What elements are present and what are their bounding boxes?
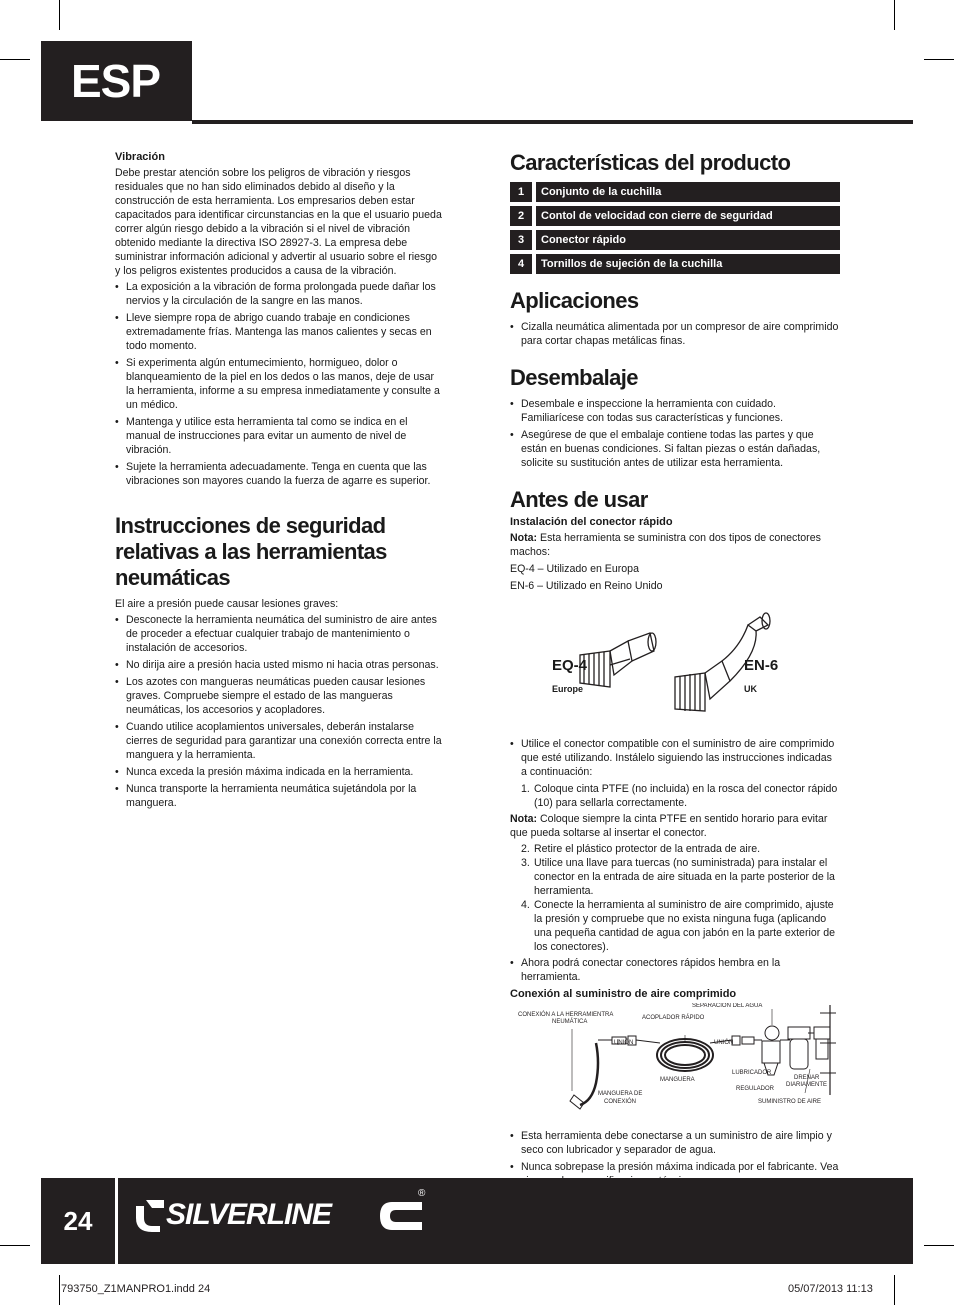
applications-heading: Aplicaciones bbox=[510, 288, 639, 313]
crop-mark bbox=[59, 1275, 60, 1305]
applications-bullets bbox=[510, 320, 840, 348]
crop-mark bbox=[59, 0, 60, 30]
left-column bbox=[115, 150, 445, 813]
diagram-label: SUMINISTRO DE AIRE bbox=[758, 1099, 822, 1105]
step-text: Utilice una llave para tuercas (no suministrada) para instalar el conector en la entrada de aire situada en la parte posterior de la herramienta. bbox=[534, 857, 835, 897]
vibration-title: Vibración bbox=[115, 151, 165, 163]
file-slug: 793750_Z1MANPRO1.indd 24 bbox=[61, 1283, 211, 1295]
feature-number: 3 bbox=[510, 228, 534, 252]
step-list-1 bbox=[510, 782, 840, 810]
safety-heading bbox=[115, 513, 445, 591]
list-item: • Si experimenta algún entumecimiento, hormigueo, dolor o blanqueamiento de la piel en los dedos o las manos, deje de usar la herramienta, informe a su empresa inmediatamente y consulte a un médico. bbox=[115, 356, 445, 412]
step-number: 2. bbox=[521, 843, 530, 855]
crop-mark bbox=[924, 1245, 954, 1246]
list-item bbox=[510, 842, 840, 856]
feature-label: Contol de velocidad con cierre de seguridad bbox=[534, 204, 840, 228]
features-heading: Características del producto bbox=[510, 150, 791, 175]
list-item bbox=[510, 856, 840, 898]
unpacking-bullets bbox=[510, 397, 840, 470]
crop-mark bbox=[924, 59, 954, 60]
step-number: 1. bbox=[521, 783, 530, 795]
date-slug: 05/07/2013 11:13 bbox=[788, 1283, 873, 1295]
crop-mark bbox=[894, 1275, 895, 1305]
step-text: Retire el plástico protector de la entrada de aire. bbox=[534, 843, 761, 855]
unpacking-heading: Desembalaje bbox=[510, 365, 638, 390]
note-text: Esta herramienta se suministra con dos tipos de conectores machos: bbox=[510, 532, 821, 558]
list-item: • Esta herramienta debe conectarse a un suministro de aire limpio y seco con lubricador y separador de agua. bbox=[510, 1129, 840, 1157]
note-label: Nota: bbox=[510, 532, 538, 544]
feature-number: 1 bbox=[510, 182, 534, 204]
list-item: • Nunca transporte la herramienta neumática sujetándola por la manguera. bbox=[115, 782, 445, 810]
connectors-figure bbox=[510, 595, 840, 737]
diagram-label: MANGUERA DE bbox=[598, 1091, 643, 1097]
eq4-sublabel: Europe bbox=[552, 684, 584, 694]
feature-label: Tornillos de sujeción de la cuchilla bbox=[534, 252, 840, 276]
footer-separator bbox=[115, 1178, 118, 1264]
diagram-label: DIARIAMENTE bbox=[786, 1082, 828, 1088]
table-row bbox=[510, 228, 840, 252]
list-item: • Utilice el conector compatible con el suministro de aire comprimido que esté utilizando. Instálelo siguiendo las instrucciones indicadas a continuación: bbox=[510, 737, 840, 779]
page-number: 24 bbox=[63, 1205, 93, 1236]
before-use-heading: Antes de usar bbox=[510, 487, 648, 512]
feature-number: 2 bbox=[510, 204, 534, 228]
list-item: • Cizalla neumática alimentada por un compresor de aire comprimido para cortar chapas metálicas finas. bbox=[510, 320, 840, 348]
list-item: • Sujete la herramienta adecuadamente. Tenga en cuenta que las vibraciones son mayores cuando la fuerza de agarre es superior. bbox=[115, 460, 445, 488]
crop-mark bbox=[0, 59, 30, 60]
diagram-label: UNIÓN bbox=[714, 1040, 734, 1046]
diagram-label: ACOPLADOR RÁPIDO bbox=[642, 1015, 705, 1021]
list-item: • Nunca exceda la presión máxima indicada en la herramienta. bbox=[115, 765, 445, 779]
diagram-label: NEUMÁTICA bbox=[552, 1019, 588, 1025]
registered-mark: ® bbox=[418, 1188, 426, 1199]
en6-line: EN-6 – Utilizado en Reino Unido bbox=[510, 580, 663, 592]
use-bullets bbox=[510, 737, 840, 779]
safety-heading-line: neumáticas bbox=[115, 565, 231, 590]
air-supply-diagram bbox=[510, 1003, 840, 1121]
note-label: Nota: bbox=[510, 813, 538, 825]
supply-title: Conexión al suministro de aire comprimido bbox=[510, 988, 737, 1000]
feature-label: Conjunto de la cuchilla bbox=[534, 182, 840, 204]
list-item bbox=[510, 898, 840, 954]
en6-label: EN-6 bbox=[744, 657, 779, 674]
note-text: Coloque siempre la cinta PTFE en sentido horario para evitar que pueda soltarse al insertar el conector. bbox=[510, 813, 828, 839]
step-text: Conecte la herramienta al suministro de aire comprimido, ajuste la presión y compruebe que no exista ninguna fuga (aplicando una pequeña cantidad de agua con jabón en la parte exterior de los conectores). bbox=[534, 899, 835, 953]
diagram-label: UNIÓN bbox=[614, 1040, 634, 1046]
header-rule bbox=[192, 120, 913, 124]
table-row bbox=[510, 204, 840, 228]
quick-connector-title: Instalación del conector rápido bbox=[510, 516, 673, 528]
list-item: • Asegúrese de que el embalaje contiene todas las partes y que están en buenas condiciones. Si faltan piezas o están dañadas, solicite su sustitución antes de utilizar esta herramienta. bbox=[510, 428, 840, 470]
step-number: 3. bbox=[521, 857, 530, 869]
vibration-bullets bbox=[115, 280, 445, 488]
eq4-connector-icon bbox=[580, 633, 656, 687]
feature-label: Conector rápido bbox=[534, 228, 840, 252]
diagram-label: DRENAR bbox=[794, 1075, 820, 1081]
language-tab: ESP bbox=[41, 41, 192, 121]
crop-mark bbox=[894, 0, 895, 30]
list-item: • Nunca sobrepase la presión máxima indicada por el fabricante. Vea bbox=[510, 1160, 840, 1188]
list-item: • Lleve siempre ropa de abrigo cuando trabaje en condiciones extremadamente frías. Mantenga las manos calientes y secas en todo momento. bbox=[115, 311, 445, 353]
safety-heading-line: Instrucciones de seguridad bbox=[115, 513, 386, 538]
silverline-logo bbox=[130, 1188, 430, 1238]
list-item: • Los azotes con mangueras neumáticas pueden causar lesiones graves. Compruebe siempre el estado de las mangueras neumáticas, los accesorios y acopladores. bbox=[115, 675, 445, 717]
list-item: • No dirija aire a presión hacia usted mismo ni hacia otras personas. bbox=[115, 658, 445, 672]
diagram-label: SEPARACIÓN DEL AGUA bbox=[692, 1003, 763, 1009]
list-item: • Cuando utilice acoplamientos universales, deberán instalarse cierres de seguridad para garantizar una conexión correcta entre la manguera y la herramienta. bbox=[115, 720, 445, 762]
feature-number: 4 bbox=[510, 252, 534, 276]
diagram-label: CONEXIÓN A LA HERRAMIENTRA bbox=[518, 1012, 614, 1018]
eq4-label: EQ-4 bbox=[552, 657, 588, 674]
list-item: • Desconecte la herramienta neumática del suministro de aire antes de proceder a efectuar cualquier trabajo de mantenimiento o instalación de accesorios. bbox=[115, 613, 445, 655]
list-item: • Ahora podrá conectar conectores rápidos hembra en la herramienta. bbox=[510, 956, 840, 984]
vibration-intro: Debe prestar atención sobre los peligros de vibración y riesgos residuales que no han sido eliminados debido al diseño y la construcción de esta herramienta. Los empresarios deben estar capacitados para identificar circunstancias en la que el usuario pueda correr algún riesgo debido a la vibración si el nivel de vibración obtenido mediante la directiva ISO 28927-3. La empresa debe suministrar información adicional y advertir al usuario sobre el riesgo y los peligros existentes producidos a causa de la vibración. bbox=[115, 167, 442, 277]
diagram-label: CONEXIÓN bbox=[604, 1099, 637, 1105]
diagram-label: REGULADOR bbox=[736, 1086, 775, 1092]
step-text: Coloque cinta PTFE (no incluida) en la rosca del conector rápido (10) para sellarla correctamente. bbox=[534, 783, 838, 809]
safety-bullets bbox=[115, 613, 445, 810]
crop-mark bbox=[0, 1245, 30, 1246]
safety-intro: El aire a presión puede causar lesiones graves: bbox=[115, 598, 339, 610]
list-item: • La exposición a la vibración de forma prolongada puede dañar los nervios y la circulación de la sangre en las manos. bbox=[115, 280, 445, 308]
step-list-2 bbox=[510, 842, 840, 954]
safety-heading-line: relativas a las herramientas bbox=[115, 539, 387, 564]
list-item: • Mantenga y utilice esta herramienta tal como se indica en el manual de instrucciones para evitar un aumento de nivel de vibración. bbox=[115, 415, 445, 457]
female-bullets bbox=[510, 956, 840, 984]
note2-paragraph bbox=[510, 812, 840, 840]
eq4-line: EQ-4 – Utilizado en Europa bbox=[510, 563, 639, 575]
logo-wordmark: SILVERLINE bbox=[166, 1198, 332, 1231]
note-paragraph bbox=[510, 531, 840, 559]
diagram-label: LUBRICADOR bbox=[732, 1070, 772, 1076]
features-table bbox=[510, 182, 840, 278]
step-number: 4. bbox=[521, 899, 530, 911]
list-item: • Desembale e inspeccione la herramienta con cuidado. Familiarícese con todas sus características y funciones. bbox=[510, 397, 840, 425]
table-row bbox=[510, 182, 840, 204]
diagram-label: MANGUERA bbox=[660, 1077, 695, 1083]
en6-sublabel: UK bbox=[744, 684, 757, 694]
table-row bbox=[510, 252, 840, 276]
right-column bbox=[510, 150, 840, 1191]
list-item bbox=[510, 782, 840, 810]
